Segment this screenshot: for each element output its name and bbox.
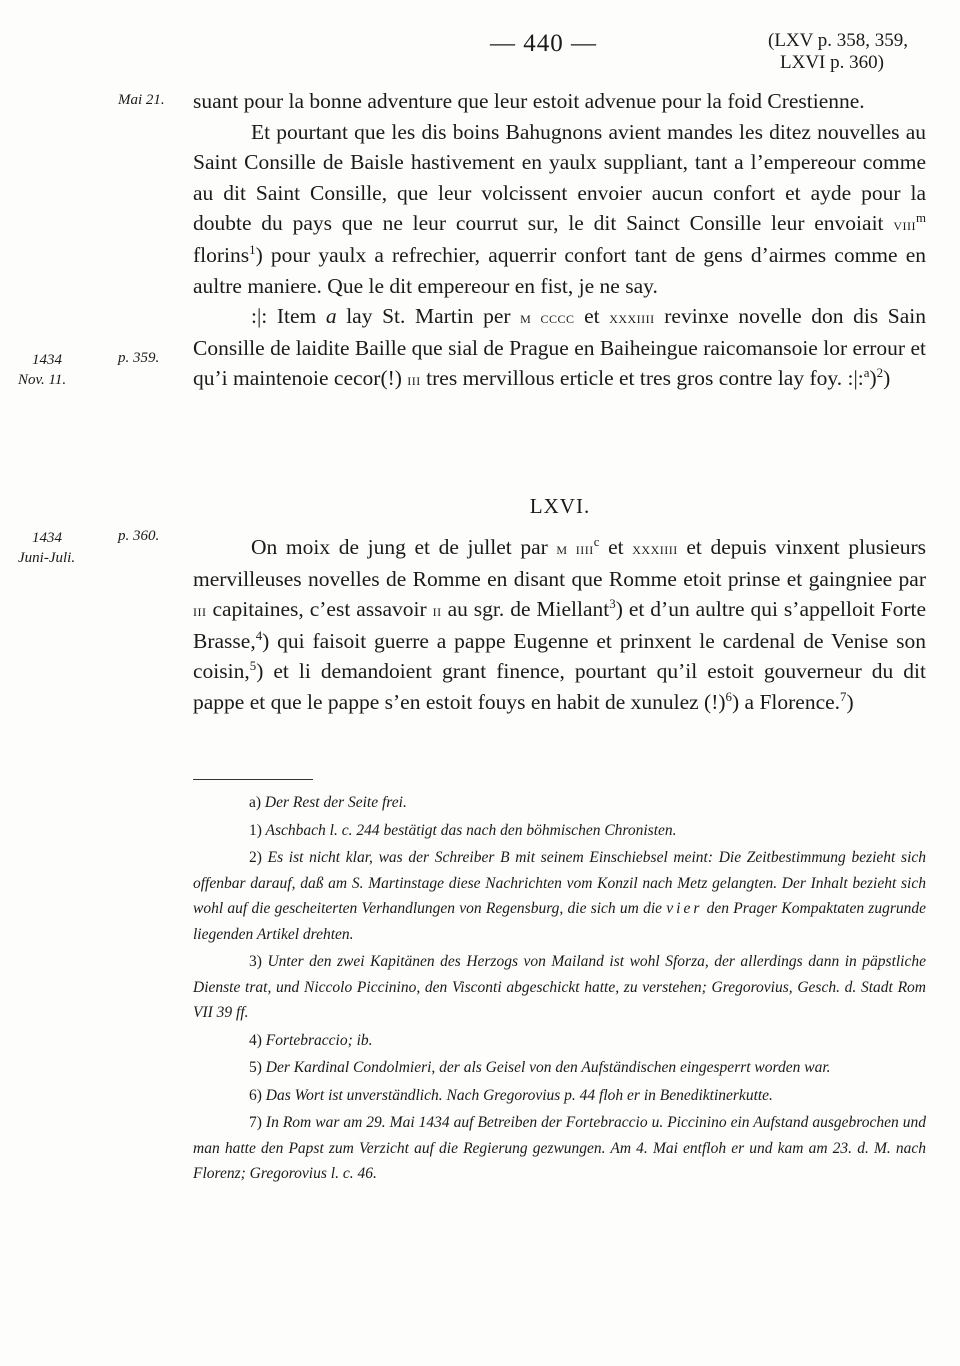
margin-page-ref-2: p. 360. [118, 528, 160, 544]
text-run: ) a Florence. [732, 689, 841, 714]
text-run: lay St. Martin per [336, 304, 521, 329]
italic-text: a [325, 304, 337, 329]
footnote-ref-6: 6 [725, 689, 732, 704]
footnote-marker: 4) [249, 1031, 262, 1049]
text-run: florins [193, 242, 250, 267]
text-run: Et pourtant que les dis boins Bahugnons avient mandes les ditez nouvelles au Saint Consille de Baisle hastivement en yaulx suppliant, tant a l’empereour comme au dit Saint Consille, que leur volcissent envoier aucun confort et ayde pour la doubte du pays que ne leur courrut sur, le dit Sainct Consille leur envoiait [193, 119, 926, 236]
footnote-marker: 2) [249, 849, 262, 866]
footnote-3 [193, 949, 926, 1026]
footnote-text: Das Wort ist unverständlich. Nach Gregorovius p. 44 floh er in Benediktinerkutte. [265, 1086, 773, 1104]
footnote-7 [193, 1110, 926, 1187]
footnote-marker: 6) [249, 1086, 262, 1104]
text-run: et [599, 535, 633, 559]
text-run: revinxe novelle don dis Sain Consille de laidite Baille que sial de Prague en Baiheingue raicomansoie lor errour et qu’i maintenoie cecor(!) [193, 304, 926, 391]
text-run: au sgr. de Miellant [441, 597, 610, 622]
roman-numeral: m iiii [556, 538, 594, 558]
paragraph-4 [193, 532, 926, 718]
paragraph-2 [193, 117, 926, 302]
paragraph-1: suant pour la bonne adventure que leur estoit advenue pour la foid Crestienne. [193, 89, 865, 113]
roman-numeral: xxxiiii [609, 307, 655, 328]
footnote-marker: a) [249, 794, 262, 811]
superscript: m [915, 211, 926, 226]
footnote-2 [193, 845, 926, 947]
footnote-ref-a: a [863, 366, 870, 381]
roman-numeral: xxxiiii [632, 538, 678, 558]
footnote-ref-5: 5 [249, 659, 257, 674]
roman-numeral: iii [407, 369, 421, 390]
section-heading: LXVI. [529, 494, 591, 518]
text-run: On moix de jung et de jullet par [251, 535, 557, 559]
roman-numeral: ii [432, 600, 442, 621]
page-header [0, 22, 960, 72]
roman-numeral: iii [193, 600, 207, 621]
text-run: ) [869, 366, 877, 391]
footnote-text: In Rom war am 29. Mai 1434 auf Betreiben der Fortebraccio u. Piccinino ein Aufstand ausgebrochen und man hatte den Papst zum Verzicht auf die Regierung gezwungen. Am 4. Mai entfloh er und kam am 23. d. M. nach Florenz; Gregorovius l. c. 46. [193, 1114, 926, 1182]
text-run: tres mervillous erticle et tres gros contre lay foy. :|: [420, 366, 864, 391]
footnote-marker: 7) [249, 1114, 262, 1131]
text-run: ) qui faisoit guerre a pappe Eugenne et prinxent le cardenal de Venise son coisin, [193, 628, 926, 684]
margin-date-1 [18, 350, 66, 390]
text-run: capitaines, c’est assavoir [206, 597, 433, 622]
footnote-divider [193, 779, 313, 780]
text-run: ) et d’un aultre qui s’appelloit Forte Brasse, [193, 597, 926, 653]
superscript: c [593, 534, 600, 549]
footnote-text: Fortebraccio; ib. [265, 1031, 373, 1049]
margin-page-ref-1: p. 359. [118, 350, 160, 366]
footnote-ref-1: 1 [249, 242, 256, 257]
page-number: — 440 — [490, 30, 597, 57]
page-reference [768, 30, 908, 74]
paragraph-3 [193, 301, 926, 395]
margin-date-2 [18, 528, 75, 568]
text-run: ) [883, 366, 891, 391]
spaced-emphasis: vier [666, 900, 703, 917]
text-run: ) pour yaulx a refrechier, aquerrir confort tant de gens d’airmes comme en aultre maniere. Que le dit empereour en fist, je ne say. [193, 242, 926, 298]
text-run: et depuis vinxent plusieurs mervilleuses novelles de Romme en disant que Romme etoit prinse et gaingniee par [193, 535, 926, 591]
footnote-4 [193, 1028, 926, 1054]
footnote-text: den Prager Kompaktaten zugrunde liegenden Artikel drehten. [193, 900, 927, 943]
margin-date-1-year: 1434 [32, 352, 62, 368]
footnote-a [193, 790, 926, 816]
roman-numeral: m cccc [520, 307, 575, 328]
margin-date-1-day: Nov. 11. [18, 372, 67, 388]
footnote-5 [193, 1055, 926, 1081]
footnote-ref-3: 3 [609, 597, 616, 612]
roman-numeral: viii [893, 214, 916, 235]
footnote-text: Der Rest der Seite frei. [264, 794, 407, 811]
footnote-text: Es ist nicht klar, was der Schreiber B mit seinem Einschiebsel meint: Die Zeitbestimmung bezieht sich offenbar darauf, daß am S. Martinstage diese Nachrichten vom Konzil nach Metz gelangten. Der Inhalt bezieht sich wohl auf die gescheiterten Verhandlungen von Regensburg, die sich um die [193, 849, 927, 917]
footnote-6 [193, 1083, 926, 1109]
text-run: :|: Item [251, 304, 326, 329]
page-reference-line-2: LXVI p. 360) [780, 52, 884, 73]
footnote-ref-4: 4 [255, 628, 263, 643]
footnote-marker: 1) [249, 821, 262, 839]
main-text-section-lxvi [193, 532, 926, 718]
text-run: et [574, 304, 610, 329]
main-text-section-lxv [193, 86, 926, 395]
footnotes [193, 790, 926, 1189]
margin-date-mai: Mai 21. [118, 92, 165, 108]
footnote-1 [193, 818, 926, 844]
footnote-marker: 3) [249, 953, 262, 970]
footnote-text: Der Kardinal Condolmieri, der als Geisel von den Aufständischen eingesperrt worden war. [265, 1059, 831, 1076]
footnote-ref-7: 7 [840, 689, 847, 704]
page-reference-line-1: (LXV p. 358, 359, [768, 30, 909, 51]
footnote-ref-2: 2 [876, 366, 884, 381]
footnote-text: Unter den zwei Kapitänen des Herzogs von Mailand ist wohl Sforza, der allerdings dann in päpstliche Dienste trat, und Niccolo Piccinino, den Visconti abgeschickt hatte, zu verstehen; Gregorovius, Gesch. d. Stadt Rom VII 39 ff. [193, 953, 926, 1021]
text-run: ) [846, 689, 854, 714]
margin-date-2-month: Juni-Juli. [18, 550, 76, 566]
text-run: ) et li demandoient grant finence, pourtant qu’il estoit gouverneur du dit pappe et que le pappe s’en estoit fouys en habit de xunulez (!) [193, 659, 926, 714]
footnote-text: Aschbach l. c. 244 bestätigt das nach den böhmischen Chronisten. [265, 821, 677, 839]
footnote-marker: 5) [249, 1059, 262, 1076]
margin-date-2-year: 1434 [32, 530, 62, 546]
